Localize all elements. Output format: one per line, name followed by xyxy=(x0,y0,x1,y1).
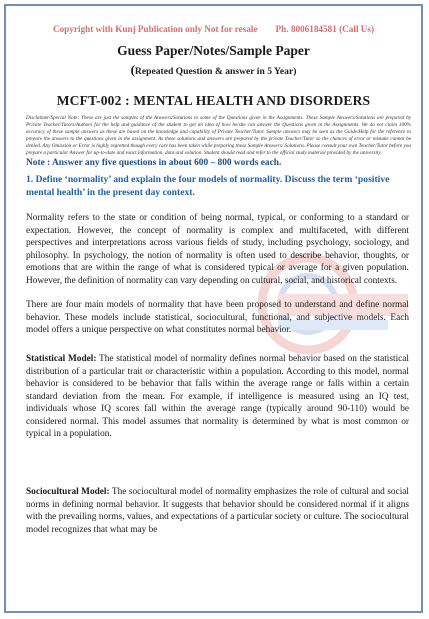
disclaimer-note: Disclaimer/Special Note: These are just the samples of the Answers/Solutions to some of the Questions given in the Assignments. These Sample Answers/Solutions are prepared by Private Teacher/Tutors/Authors for the help and guidance of the student to get an idea of how he/she can answer the Questions given in the Assignments. We do not claim 100% accuracy of these sample answers as these are based on the knowledge and capability of Private Teacher/Tutor. Sample answers may be seen as the Guide/Help for the reference to prepare the answers to the questions given in the assignment. As these solutions and answers are prepared by the private Teacher/Tutor so the chances of error or mistake cannot be denied. Any Omission or Error is highly regretted though every care has been taken while preparing these Sample Answers/ Solutions. Please consult your own Teacher/Tutor before you prepare a particular Answer for up-to-date and exact information, data and solution. Student should read and refer to the official study material provided by the university xyxy=(26,115,411,157)
course-title: MCFT-002 : MENTAL HEALTH AND DISORDERS xyxy=(56,93,371,108)
copyright-notice: Copyright with Kunj Publication only Not for resale xyxy=(52,24,258,34)
phone-number: Ph. 8006184581 (Call Us) xyxy=(275,24,375,34)
answer-paragraph-four-models: There are four main models of normality that have been proposed to understand and define normal behavior. These models include statistical, sociocultural, functional, and subjective models. Each model offers a unique perspective on what constitutes normal behavior. xyxy=(26,300,409,335)
subtitle-open-paren: ( xyxy=(130,62,135,77)
answer-paragraph-statistical-model xyxy=(26,353,409,441)
page-title: Guess Paper/Notes/Sample Paper xyxy=(117,43,310,58)
subtitle-close-paren: ) xyxy=(293,66,297,77)
answer-paragraph-sociocultural-model xyxy=(26,486,409,536)
page-subtitle xyxy=(6,62,421,78)
sociocultural-model-text: The sociocultural model of normality emphasizes the role of cultural and social norms in defining normal behavior. It suggests that behavior should be considered normal if it aligns with the prevailing norms, values, and expectations of a particular society or culture. The sociocultural model recognizes that what may be xyxy=(26,487,409,535)
answer-paragraph-normality: Normality refers to the state or condition of being normal, typical, or conforming to a standard or expectation. However, the concept of normality is complex and multifaceted, with different perspectives and interpretations across various fields of study, including psychology, sociology, and philosophy. In psychology, the notion of normality is often used to describe behavior, thoughts, or emotions that are within the range of what is considered typical or average for a given population. However, the definition of normality can vary depending on cultural, social, and historical contexts. xyxy=(26,213,409,286)
answer-instruction-note: Note : Answer any five questions in about 600 – 800 words each. xyxy=(26,158,282,168)
question-heading: 1. Define ‘normality’ and explain the four models of normality. Discuss the term ‘positive mental health’ in the present day context. xyxy=(26,174,390,198)
statistical-model-text: The statistical model of normality defines normal behavior based on the statistical distribution of a particular trait or characteristic within a population. According to this model, normal behavior is considered to be behavior that falls within the average range or falls within a certain standard deviation from the mean. For example, if intelligence is measured using an IQ test, individuals whose IQ scores fall within the average range (typically around 90-110) would be considered normal. This model assumes that normality is determined by what is most common or typical in a population. xyxy=(26,354,409,439)
sociocultural-model-heading: Sociocultural Model: xyxy=(26,487,110,497)
statistical-model-heading: Statistical Model: xyxy=(26,354,97,364)
document-page xyxy=(4,4,423,613)
copyright-line xyxy=(6,24,421,34)
subtitle-text: Repeated Question & answer in 5 Year xyxy=(134,66,294,77)
